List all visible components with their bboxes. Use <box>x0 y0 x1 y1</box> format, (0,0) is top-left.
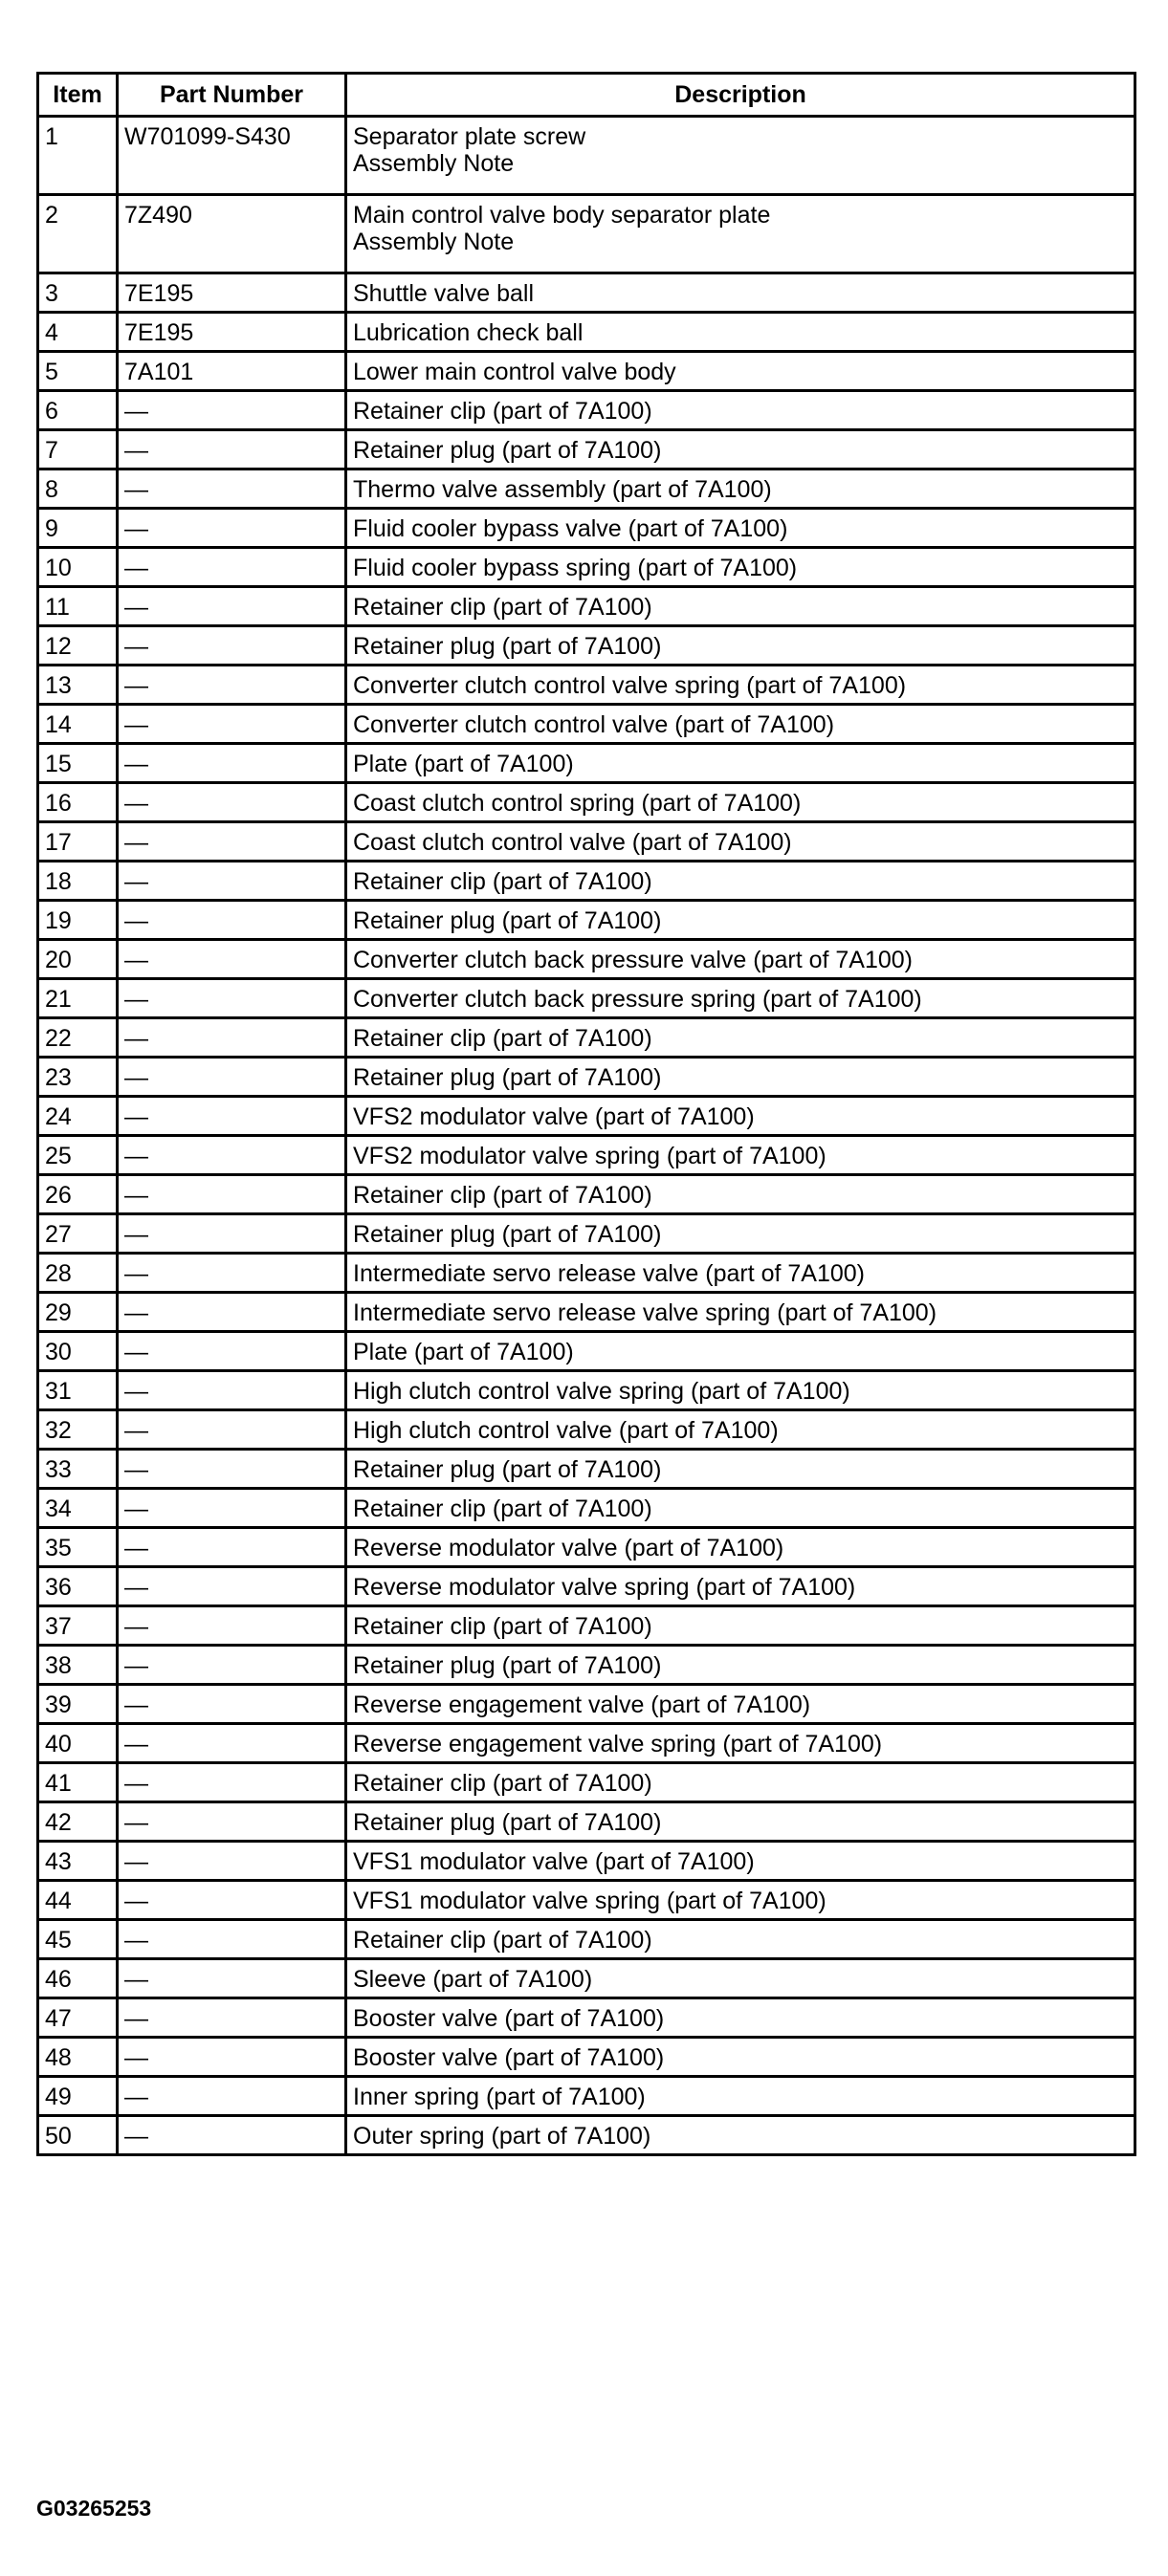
description <box>346 548 1135 587</box>
item-number: 46 <box>38 1959 118 1998</box>
table-row <box>38 273 1135 313</box>
part-number: — <box>118 1763 346 1802</box>
description-text: Inner spring (part of 7A100) <box>353 2084 646 2110</box>
part-number: — <box>118 1998 346 2038</box>
description-text: Retainer plug (part of 7A100) <box>353 1809 662 1836</box>
part-number: — <box>118 1293 346 1332</box>
table-row <box>38 1018 1135 1058</box>
description-text: Retainer clip (part of 7A100) <box>353 1613 652 1640</box>
part-number: — <box>118 705 346 744</box>
description <box>346 626 1135 666</box>
table-row <box>38 1489 1135 1528</box>
item-number: 8 <box>38 469 118 509</box>
description <box>346 430 1135 469</box>
part-number: — <box>118 1881 346 1920</box>
item-number: 29 <box>38 1293 118 1332</box>
description <box>346 1724 1135 1763</box>
part-number: — <box>118 1802 346 1842</box>
header-part-number: Part Number <box>118 74 346 117</box>
part-number: — <box>118 783 346 822</box>
part-number: — <box>118 509 346 548</box>
description-text: Intermediate servo release valve (part of 7A100) <box>353 1260 865 1287</box>
description <box>346 666 1135 705</box>
table-row <box>38 195 1135 273</box>
part-number: — <box>118 1371 346 1410</box>
item-number: 7 <box>38 430 118 469</box>
description <box>346 1293 1135 1332</box>
description <box>346 1489 1135 1528</box>
description-text: Lubrication check ball <box>353 319 584 346</box>
item-number: 16 <box>38 783 118 822</box>
item-number: 39 <box>38 1685 118 1724</box>
part-number: — <box>118 1058 346 1097</box>
part-number: — <box>118 1175 346 1214</box>
description <box>346 117 1135 195</box>
parts-table <box>36 72 1136 2156</box>
description <box>346 744 1135 783</box>
table-row <box>38 1332 1135 1371</box>
part-number: — <box>118 1567 346 1606</box>
item-number: 48 <box>38 2038 118 2077</box>
item-number: 40 <box>38 1724 118 1763</box>
description <box>346 1802 1135 1842</box>
table-row <box>38 1058 1135 1097</box>
header-description: Description <box>346 74 1135 117</box>
description <box>346 1450 1135 1489</box>
description-text: Booster valve (part of 7A100) <box>353 2044 665 2071</box>
description-text: Retainer clip (part of 7A100) <box>353 398 652 425</box>
table-row <box>38 744 1135 783</box>
description-text: Lower main control valve body <box>353 359 676 385</box>
item-number: 10 <box>38 548 118 587</box>
description <box>346 1881 1135 1920</box>
description <box>346 2116 1135 2155</box>
table-row <box>38 1920 1135 1959</box>
table-row <box>38 1214 1135 1254</box>
table-row <box>38 1959 1135 1998</box>
table-row <box>38 1371 1135 1410</box>
table-row <box>38 666 1135 705</box>
item-number: 4 <box>38 313 118 352</box>
parts-table-body <box>38 117 1135 2155</box>
part-number: — <box>118 1646 346 1685</box>
table-row <box>38 313 1135 352</box>
table-row <box>38 1724 1135 1763</box>
description <box>346 1136 1135 1175</box>
description-text: Retainer plug (part of 7A100) <box>353 1064 662 1091</box>
description <box>346 1567 1135 1606</box>
description-text: VFS1 modulator valve spring (part of 7A100) <box>353 1888 826 1914</box>
description <box>346 822 1135 862</box>
description-text: Converter clutch back pressure valve (part of 7A100) <box>353 947 913 973</box>
part-number: — <box>118 862 346 901</box>
part-number: — <box>118 391 346 430</box>
description <box>346 1646 1135 1685</box>
description <box>346 705 1135 744</box>
description <box>346 1371 1135 1410</box>
description-text: Shuttle valve ball <box>353 280 535 307</box>
table-row <box>38 391 1135 430</box>
description-text: Booster valve (part of 7A100) <box>353 2005 665 2032</box>
table-row <box>38 1450 1135 1489</box>
table-row <box>38 548 1135 587</box>
description-text: VFS2 modulator valve spring (part of 7A100) <box>353 1143 826 1169</box>
item-number: 50 <box>38 2116 118 2155</box>
item-number: 45 <box>38 1920 118 1959</box>
description-text: Retainer clip (part of 7A100) <box>353 1182 652 1209</box>
description-text: Plate (part of 7A100) <box>353 751 574 777</box>
part-number: — <box>118 744 346 783</box>
part-number: — <box>118 2077 346 2116</box>
item-number: 37 <box>38 1606 118 1646</box>
item-number: 49 <box>38 2077 118 2116</box>
table-row <box>38 1998 1135 2038</box>
description-text: Retainer clip (part of 7A100) <box>353 1025 652 1052</box>
item-number: 20 <box>38 940 118 979</box>
part-number: — <box>118 1097 346 1136</box>
description-text: Separator plate screw <box>353 123 586 150</box>
part-number: 7E195 <box>118 313 346 352</box>
description <box>346 940 1135 979</box>
description <box>346 1998 1135 2038</box>
part-number: — <box>118 666 346 705</box>
description <box>346 2077 1135 2116</box>
description <box>346 783 1135 822</box>
part-number: — <box>118 1685 346 1724</box>
table-row <box>38 1528 1135 1567</box>
table-row <box>38 705 1135 744</box>
description <box>346 195 1135 273</box>
table-row <box>38 1254 1135 1293</box>
description-text: High clutch control valve spring (part of 7A100) <box>353 1378 850 1405</box>
item-number: 23 <box>38 1058 118 1097</box>
item-number: 30 <box>38 1332 118 1371</box>
part-number: 7A101 <box>118 352 346 391</box>
description <box>346 391 1135 430</box>
description-text: Plate (part of 7A100) <box>353 1339 574 1365</box>
table-row <box>38 862 1135 901</box>
item-number: 12 <box>38 626 118 666</box>
description-text: High clutch control valve (part of 7A100) <box>353 1417 779 1444</box>
description-text: Coast clutch control valve (part of 7A100) <box>353 829 792 856</box>
description <box>346 1097 1135 1136</box>
item-number: 42 <box>38 1802 118 1842</box>
part-number: — <box>118 1136 346 1175</box>
assembly-note: Assembly Note <box>353 150 515 177</box>
description <box>346 1606 1135 1646</box>
description <box>346 273 1135 313</box>
table-row <box>38 901 1135 940</box>
part-number: — <box>118 1724 346 1763</box>
table-row <box>38 822 1135 862</box>
part-number: W701099-S430 <box>118 117 346 195</box>
description <box>346 1920 1135 1959</box>
item-number: 43 <box>38 1842 118 1881</box>
part-number: — <box>118 1018 346 1058</box>
table-row <box>38 979 1135 1018</box>
description-text: Sleeve (part of 7A100) <box>353 1966 593 1993</box>
part-number: — <box>118 940 346 979</box>
figure-id: G03265253 <box>36 2496 152 2521</box>
item-number: 11 <box>38 587 118 626</box>
description-text: Reverse modulator valve spring (part of 7A100) <box>353 1574 856 1601</box>
description-text: Converter clutch control valve (part of 7A100) <box>353 711 835 738</box>
part-number: — <box>118 1920 346 1959</box>
description-text: Retainer plug (part of 7A100) <box>353 437 662 464</box>
table-row <box>38 1802 1135 1842</box>
table-row <box>38 2038 1135 2077</box>
description-text: Intermediate servo release valve spring (part of 7A100) <box>353 1299 937 1326</box>
description-text: Reverse engagement valve spring (part of 7A100) <box>353 1731 883 1757</box>
part-number: — <box>118 1606 346 1646</box>
item-number: 2 <box>38 195 118 273</box>
item-number: 1 <box>38 117 118 195</box>
description-text: Retainer clip (part of 7A100) <box>353 868 652 895</box>
item-number: 47 <box>38 1998 118 2038</box>
description-text: Retainer clip (part of 7A100) <box>353 594 652 621</box>
table-row <box>38 1881 1135 1920</box>
item-number: 34 <box>38 1489 118 1528</box>
description <box>346 1058 1135 1097</box>
description <box>346 1214 1135 1254</box>
part-number: — <box>118 1489 346 1528</box>
item-number: 24 <box>38 1097 118 1136</box>
item-number: 15 <box>38 744 118 783</box>
item-number: 14 <box>38 705 118 744</box>
item-number: 36 <box>38 1567 118 1606</box>
description-text: Retainer plug (part of 7A100) <box>353 1652 662 1679</box>
description <box>346 1763 1135 1802</box>
table-row <box>38 2116 1135 2155</box>
part-number: — <box>118 2116 346 2155</box>
description <box>346 1528 1135 1567</box>
description <box>346 2038 1135 2077</box>
table-row <box>38 1646 1135 1685</box>
description-text: Retainer plug (part of 7A100) <box>353 1221 662 1248</box>
part-number: — <box>118 469 346 509</box>
item-number: 32 <box>38 1410 118 1450</box>
description-text: Retainer clip (part of 7A100) <box>353 1495 652 1522</box>
table-row <box>38 1567 1135 1606</box>
item-number: 44 <box>38 1881 118 1920</box>
description <box>346 1332 1135 1371</box>
item-number: 25 <box>38 1136 118 1175</box>
table-row <box>38 1685 1135 1724</box>
description-text: Reverse modulator valve (part of 7A100) <box>353 1535 784 1561</box>
item-number: 3 <box>38 273 118 313</box>
item-number: 38 <box>38 1646 118 1685</box>
item-number: 22 <box>38 1018 118 1058</box>
item-number: 9 <box>38 509 118 548</box>
description-text: VFS2 modulator valve (part of 7A100) <box>353 1103 755 1130</box>
item-number: 19 <box>38 901 118 940</box>
assembly-note: Assembly Note <box>353 229 515 255</box>
table-row <box>38 430 1135 469</box>
description <box>346 1685 1135 1724</box>
description <box>346 1175 1135 1214</box>
item-number: 5 <box>38 352 118 391</box>
part-number: — <box>118 979 346 1018</box>
item-number: 28 <box>38 1254 118 1293</box>
description <box>346 1018 1135 1058</box>
description <box>346 1410 1135 1450</box>
description <box>346 979 1135 1018</box>
table-row <box>38 1293 1135 1332</box>
item-number: 41 <box>38 1763 118 1802</box>
table-row <box>38 469 1135 509</box>
description-text: VFS1 modulator valve (part of 7A100) <box>353 1848 755 1875</box>
table-row <box>38 1842 1135 1881</box>
description <box>346 469 1135 509</box>
item-number: 33 <box>38 1450 118 1489</box>
part-number: — <box>118 1214 346 1254</box>
table-row <box>38 1097 1135 1136</box>
description <box>346 862 1135 901</box>
table-row <box>38 783 1135 822</box>
description <box>346 1959 1135 1998</box>
table-row <box>38 1410 1135 1450</box>
part-number: — <box>118 822 346 862</box>
item-number: 17 <box>38 822 118 862</box>
table-row <box>38 117 1135 195</box>
part-number: — <box>118 430 346 469</box>
header-item: Item <box>38 74 118 117</box>
part-number: — <box>118 901 346 940</box>
table-row <box>38 626 1135 666</box>
part-number: — <box>118 1528 346 1567</box>
table-header-row <box>38 74 1135 117</box>
description-text: Retainer plug (part of 7A100) <box>353 907 662 934</box>
part-number: 7E195 <box>118 273 346 313</box>
description <box>346 352 1135 391</box>
item-number: 31 <box>38 1371 118 1410</box>
part-number: — <box>118 1959 346 1998</box>
description-text: Converter clutch control valve spring (part of 7A100) <box>353 672 907 699</box>
description-text: Retainer plug (part of 7A100) <box>353 633 662 660</box>
table-row <box>38 509 1135 548</box>
table-row <box>38 1606 1135 1646</box>
part-number: — <box>118 1332 346 1371</box>
description-text: Reverse engagement valve (part of 7A100) <box>353 1692 811 1718</box>
description-text: Retainer clip (part of 7A100) <box>353 1770 652 1797</box>
part-number: — <box>118 1254 346 1293</box>
part-number: — <box>118 1842 346 1881</box>
item-number: 13 <box>38 666 118 705</box>
table-row <box>38 940 1135 979</box>
description-text: Thermo valve assembly (part of 7A100) <box>353 476 772 503</box>
description <box>346 509 1135 548</box>
item-number: 18 <box>38 862 118 901</box>
part-number: — <box>118 587 346 626</box>
item-number: 35 <box>38 1528 118 1567</box>
item-number: 27 <box>38 1214 118 1254</box>
table-row <box>38 2077 1135 2116</box>
part-number: — <box>118 548 346 587</box>
item-number: 21 <box>38 979 118 1018</box>
table-row <box>38 352 1135 391</box>
item-number: 26 <box>38 1175 118 1214</box>
part-number: — <box>118 2038 346 2077</box>
description <box>346 901 1135 940</box>
part-number: — <box>118 1450 346 1489</box>
table-row <box>38 1763 1135 1802</box>
description <box>346 587 1135 626</box>
description <box>346 1254 1135 1293</box>
description-text: Fluid cooler bypass valve (part of 7A100) <box>353 515 788 542</box>
description <box>346 1842 1135 1881</box>
description-text: Retainer clip (part of 7A100) <box>353 1927 652 1954</box>
part-number: — <box>118 1410 346 1450</box>
description-text: Fluid cooler bypass spring (part of 7A100) <box>353 555 798 581</box>
table-row <box>38 587 1135 626</box>
description-text: Converter clutch back pressure spring (part of 7A100) <box>353 986 922 1013</box>
description <box>346 313 1135 352</box>
item-number: 6 <box>38 391 118 430</box>
description-text: Main control valve body separator plate <box>353 202 771 229</box>
part-number: 7Z490 <box>118 195 346 273</box>
description-text: Retainer plug (part of 7A100) <box>353 1456 662 1483</box>
table-row <box>38 1175 1135 1214</box>
description-text: Outer spring (part of 7A100) <box>353 2123 651 2150</box>
table-row <box>38 1136 1135 1175</box>
description-text: Coast clutch control spring (part of 7A100) <box>353 790 802 817</box>
part-number: — <box>118 626 346 666</box>
